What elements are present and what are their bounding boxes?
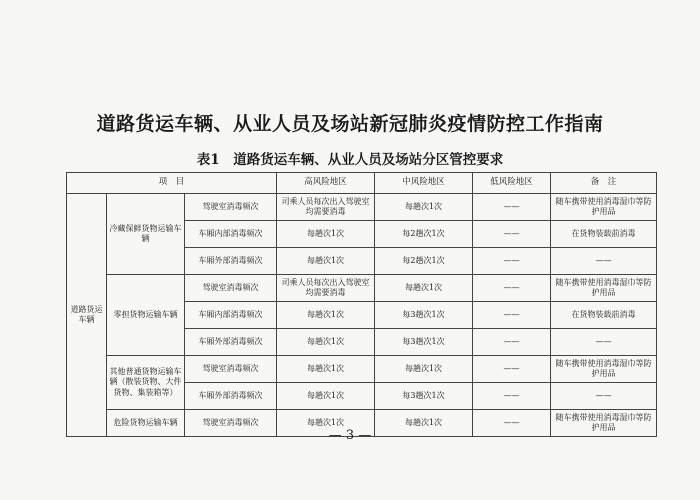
task-cell: 驾驶室消毒频次	[185, 194, 277, 221]
header-note: 备 注	[551, 173, 657, 194]
group-name-cell: 其他普通货物运输车辆（散装货物、大件货物、集装箱等）	[107, 356, 185, 410]
high-risk-cell: 每趟次1次	[277, 302, 375, 329]
table-row	[67, 356, 657, 383]
header-low-risk: 低风险地区	[473, 173, 551, 194]
table-row	[67, 194, 657, 221]
task-cell: 车厢内部消毒频次	[185, 302, 277, 329]
note-cell: ——	[551, 329, 657, 356]
mid-risk-cell: 每2趟次1次	[375, 221, 473, 248]
low-risk-cell: ——	[473, 194, 551, 221]
page-title: 道路货运车辆、从业人员及场站新冠肺炎疫情防控工作指南	[96, 113, 604, 135]
note-cell: ——	[551, 383, 657, 410]
mid-risk-cell: 每趟次1次	[375, 410, 473, 437]
mid-risk-cell: 每趟次1次	[375, 194, 473, 221]
task-cell: 车厢外部消毒频次	[185, 383, 277, 410]
table-row	[67, 275, 657, 302]
category-cell: 道路货运车辆	[67, 194, 107, 437]
mid-risk-cell: 每2趟次1次	[375, 248, 473, 275]
task-cell: 驾驶室消毒频次	[185, 356, 277, 383]
mid-risk-cell: 每3趟次1次	[375, 302, 473, 329]
high-risk-cell: 司乘人员每次出入驾驶室均需要消毒	[277, 194, 375, 221]
group-name-cell: 危险货物运输车辆	[107, 410, 185, 437]
mid-risk-cell: 每3趟次1次	[375, 329, 473, 356]
page-number: — 3 —	[328, 428, 372, 443]
note-cell: 随车携带使用消毒湿巾等防护用品	[551, 194, 657, 221]
high-risk-cell: 司乘人员每次出入驾驶室均需要消毒	[277, 275, 375, 302]
high-risk-cell: 每趟次1次	[277, 221, 375, 248]
low-risk-cell: ——	[473, 383, 551, 410]
low-risk-cell: ——	[473, 329, 551, 356]
mid-risk-cell: 每趟次1次	[375, 275, 473, 302]
note-cell: ——	[551, 248, 657, 275]
low-risk-cell: ——	[473, 248, 551, 275]
note-cell: 随车携带使用消毒湿巾等防护用品	[551, 275, 657, 302]
low-risk-cell: ——	[473, 221, 551, 248]
mid-risk-cell: 每3趟次1次	[375, 383, 473, 410]
low-risk-cell: ——	[473, 410, 551, 437]
mid-risk-cell: 每趟次1次	[375, 356, 473, 383]
table-header-row	[67, 173, 657, 194]
header-mid-risk: 中风险地区	[375, 173, 473, 194]
task-cell: 车厢内部消毒频次	[185, 221, 277, 248]
note-cell: 在货物装载前消毒	[551, 302, 657, 329]
low-risk-cell: ——	[473, 356, 551, 383]
group-name-cell: 零担货物运输车辆	[107, 275, 185, 356]
high-risk-cell: 每趟次1次	[277, 356, 375, 383]
header-high-risk: 高风险地区	[277, 173, 375, 194]
high-risk-cell: 每趟次1次	[277, 410, 375, 437]
group-name-cell: 冷藏保鲜货物运输车辆	[107, 194, 185, 275]
note-cell: 随车携带使用消毒湿巾等防护用品	[551, 410, 657, 437]
task-cell: 驾驶室消毒频次	[185, 410, 277, 437]
table-caption: 表1 道路货运车辆、从业人员及场站分区管控要求	[196, 152, 504, 168]
low-risk-cell: ——	[473, 302, 551, 329]
task-cell: 车厢外部消毒频次	[185, 248, 277, 275]
low-risk-cell: ——	[473, 275, 551, 302]
header-item: 项 目	[67, 173, 277, 194]
note-cell: 在货物装载前消毒	[551, 221, 657, 248]
high-risk-cell: 每趟次1次	[277, 383, 375, 410]
high-risk-cell: 每趟次1次	[277, 248, 375, 275]
high-risk-cell: 每趟次1次	[277, 329, 375, 356]
control-requirements-table	[66, 172, 657, 437]
task-cell: 车厢外部消毒频次	[185, 329, 277, 356]
note-cell: 随车携带使用消毒湿巾等防护用品	[551, 356, 657, 383]
task-cell: 驾驶室消毒频次	[185, 275, 277, 302]
